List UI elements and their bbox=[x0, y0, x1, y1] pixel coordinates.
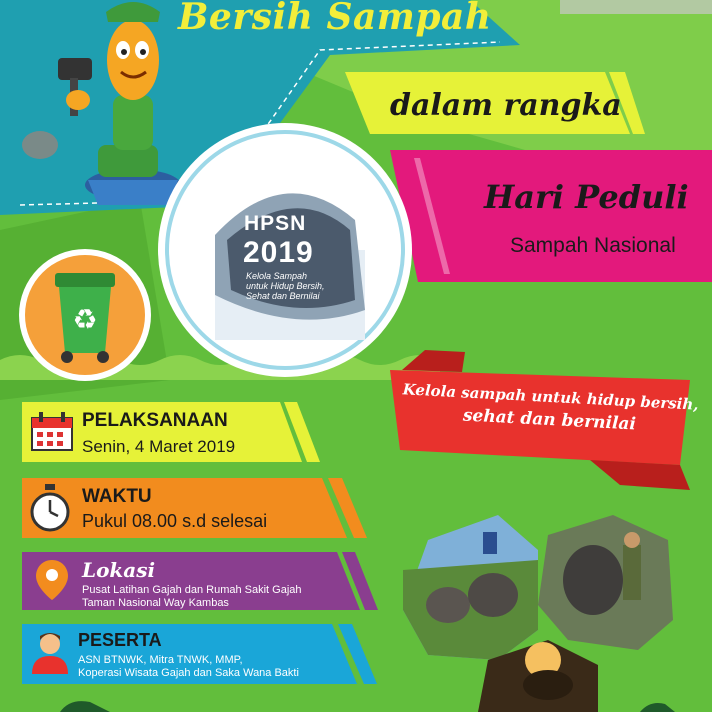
waktu-value: Pukul 08.00 s.d selesai bbox=[82, 511, 268, 531]
svg-text:♻: ♻ bbox=[72, 303, 98, 336]
footer-decor bbox=[0, 690, 712, 712]
logo-tagline-line: Kelola Sampah bbox=[246, 271, 308, 281]
pelaksanaan-label: PELAKSANAAN bbox=[82, 410, 228, 431]
event-name: Hari Peduli bbox=[484, 178, 689, 216]
logo-abbr: HPSN bbox=[244, 212, 307, 235]
lokasi-line: Pusat Latihan Gajah dan Rumah Sakit Gajah bbox=[82, 584, 302, 596]
location-pin-icon bbox=[34, 558, 70, 602]
peserta-label: PESERTA bbox=[78, 630, 162, 650]
person-icon bbox=[30, 630, 70, 674]
slogan-line: Kelola sampah untuk hidup bersih, bbox=[402, 380, 699, 414]
event-band bbox=[390, 150, 712, 282]
recycle-bin-icon bbox=[15, 245, 155, 385]
waktu-label: WAKTU bbox=[82, 486, 152, 507]
lokasi-line: Taman Nasional Way Kambas bbox=[82, 597, 229, 609]
subtitle-text: dalam rangka bbox=[390, 88, 622, 123]
pelaksanaan-value: Senin, 4 Maret 2019 bbox=[82, 437, 236, 456]
event-name-sub: Sampah Nasional bbox=[510, 234, 676, 257]
logo-year: 2019 bbox=[243, 236, 314, 269]
elephant-photos bbox=[398, 510, 712, 712]
peserta-line: ASN BTNWK, Mitra TNWK, MMP, bbox=[78, 654, 243, 666]
slogan-line: sehat dan bernilai bbox=[462, 405, 637, 435]
logo-tagline-line: untuk Hidup Bersih, bbox=[246, 281, 325, 291]
peserta-line: Koperasi Wisata Gajah dan Saka Wana Bakti bbox=[78, 667, 299, 679]
logo-tagline-line: Sehat dan Bernilai bbox=[246, 291, 320, 301]
peserta-value bbox=[78, 654, 299, 680]
logo-tagline bbox=[246, 271, 325, 301]
stopwatch-icon bbox=[30, 484, 70, 532]
lokasi-label: Lokasi bbox=[82, 558, 156, 582]
lokasi-value bbox=[82, 584, 302, 610]
calendar-icon bbox=[30, 412, 74, 452]
header-title: Bersih Sampah bbox=[178, 0, 492, 38]
